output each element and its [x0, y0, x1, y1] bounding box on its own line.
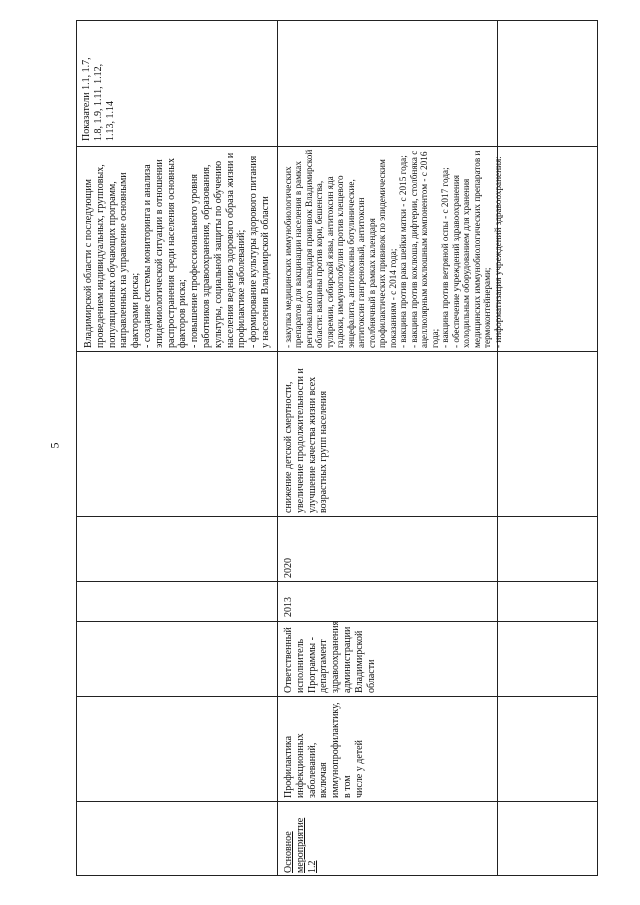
- expected-result-cell: [277, 351, 497, 516]
- main-indicators-cell: [277, 21, 497, 146]
- page-number: 5: [47, 442, 62, 449]
- year-end-cell: [277, 516, 497, 581]
- top-description-cell: [77, 146, 277, 351]
- main-description-cell: [277, 146, 503, 351]
- event-title-cell: [277, 696, 497, 801]
- program-table: [76, 20, 598, 876]
- year-start-cell: [277, 581, 497, 621]
- year-start: 2013: [283, 597, 294, 617]
- executor-cell: [277, 621, 497, 696]
- main-description-text: - закупка медицинских иммунобиологических препаратов для вакцинации населения в рамках регионального календаря прививок Владимирской области: вакцины против кори, бешенства, туляремии, сибирской язвы, антитоксин яда гадюки, иммуноглобулин против клещевого энцефалита, антитоксины ботулинические, антитоксин гангренозный, антитоксин столбнячный в рамках календаря профилактических прививок по эпидемическим показаниям - с 2014 года; - вакцина против рака шейки матки - с 2015 года; - вакцина против коклюша, дифтерии, столбняка с ацеллюлярным коклюшным компонентом - с 2016 года; - вакцина против ветряной оспы - с 2017 года; - обеспечение учреждений здравоохранения холодильным оборудованием для хранения медицинских иммунобиологических препаратов и термоконтейнерами; - информатизация учреждений здравоохранения:: [283, 149, 503, 348]
- event-label: Основное мероприятие 1.2: [283, 817, 318, 873]
- top-indicators-cell: [77, 21, 277, 146]
- expected-result: снижение детской смертности, увеличение продолжительности и улучшение качества жизни всех возрастных групп населения: [283, 368, 330, 513]
- year-end: 2020: [283, 558, 294, 578]
- executor-text: Ответственный исполнитель Программы - департамент здравоохранения администрации Владимирской области: [283, 620, 377, 693]
- top-description-text: Владимирской области с последующим проведением индивидуальных, групповых, популяционных обучающих программ, направленных на управление основными факторами риска; - создание системы мониторинга и анализа эпидемиологической ситуации в отношении распространения среди населения основных факторов риска; - повышение профессионального уровня работников здравоохранения, образования, культуры, социальной защиты по обучению населения ведению здорового образа жизни и профилактике заболеваний; - формирование культуры здорового питания у населения Владимирской области: [83, 152, 271, 348]
- top-indicators-text: Показатели 1.1, 1.7, 1.8, 1.9, 1.11, 1.12, 1.13, 1.14: [81, 57, 116, 141]
- event-title: Профилактика инфекционных заболеваний, включая иммунопрофилактику, в том числе у детей: [283, 702, 365, 798]
- event-label-cell: [277, 801, 497, 877]
